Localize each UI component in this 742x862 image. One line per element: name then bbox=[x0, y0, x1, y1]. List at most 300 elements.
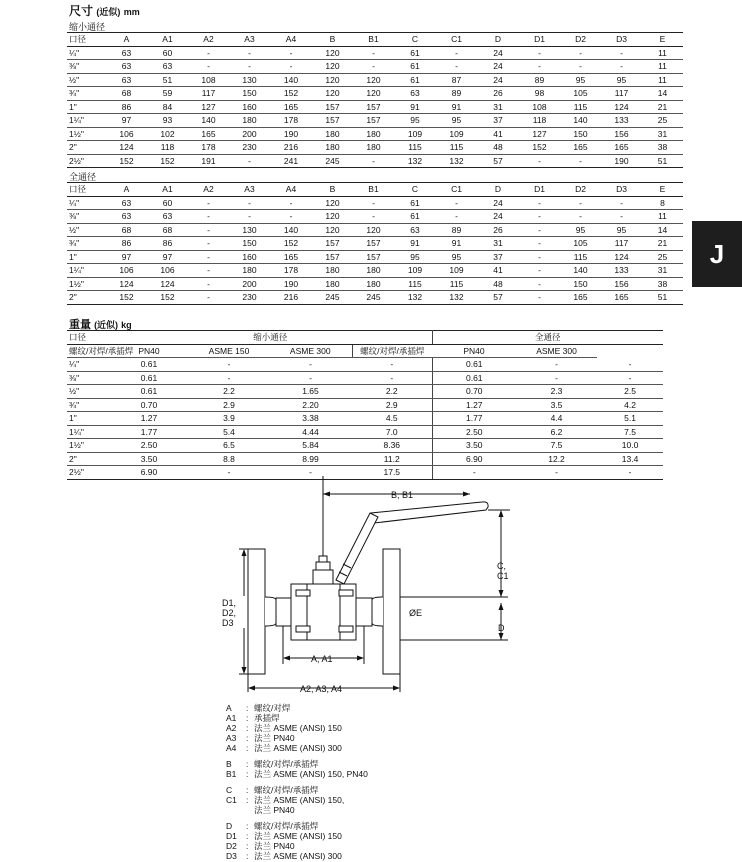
legend-sep: : bbox=[246, 785, 249, 795]
table-cell: 0.61 bbox=[109, 371, 189, 385]
table-cell: 157 bbox=[312, 114, 353, 128]
row-size: 1½" bbox=[67, 127, 106, 141]
left-flange bbox=[248, 549, 265, 674]
table-cell: 180 bbox=[312, 141, 353, 155]
table-cell: 118 bbox=[519, 114, 560, 128]
table-cell: - bbox=[353, 46, 394, 60]
table-cell: 7.5 bbox=[597, 425, 663, 439]
table-cell: 95 bbox=[601, 73, 642, 87]
table-cell: 120 bbox=[312, 60, 353, 74]
row-size: 1" bbox=[67, 100, 106, 114]
column-header: D3 bbox=[601, 33, 642, 47]
table-cell: 106 bbox=[106, 264, 147, 278]
legend-key: D bbox=[226, 821, 233, 831]
column-header: B1 bbox=[353, 33, 394, 47]
row-size: ½" bbox=[67, 73, 106, 87]
table-cell: 120 bbox=[312, 87, 353, 101]
table-cell: 63 bbox=[106, 210, 147, 224]
table-cell: 91 bbox=[394, 237, 436, 251]
table-cell: 11 bbox=[642, 210, 683, 224]
table-cell: 41 bbox=[477, 264, 519, 278]
table-cell: 1.27 bbox=[432, 398, 516, 412]
table-cell: - bbox=[601, 210, 642, 224]
column-header: 口径 bbox=[67, 33, 106, 47]
table-cell: - bbox=[188, 250, 229, 264]
column-header: E bbox=[642, 183, 683, 197]
column-header: A4 bbox=[270, 33, 312, 47]
table-cell: 127 bbox=[519, 127, 560, 141]
table-cell: 180 bbox=[353, 141, 394, 155]
row-size: 1½" bbox=[67, 439, 109, 453]
table-cell: - bbox=[519, 264, 560, 278]
table-cell: 86 bbox=[106, 100, 147, 114]
table-cell: - bbox=[189, 466, 269, 480]
table-cell: 132 bbox=[436, 154, 477, 168]
table-cell: 24 bbox=[477, 60, 519, 74]
table-cell: 0.70 bbox=[432, 385, 516, 399]
table-cell: 61 bbox=[394, 60, 436, 74]
table-cell: 140 bbox=[188, 114, 229, 128]
table-cell: 3.50 bbox=[432, 439, 516, 453]
legend-text: 法兰 ASME (ANSI) 300 bbox=[254, 851, 342, 861]
table-cell: - bbox=[269, 371, 352, 385]
legend-text: 法兰 PN40 bbox=[254, 841, 295, 851]
legend-key: D2 bbox=[226, 841, 237, 851]
legend bbox=[226, 703, 368, 861]
weights-subheader: PN40 bbox=[109, 344, 189, 358]
table-cell: 157 bbox=[353, 237, 394, 251]
table-cell: 152 bbox=[519, 141, 560, 155]
table-cell: 25 bbox=[642, 114, 683, 128]
table-cell: 95 bbox=[601, 223, 642, 237]
table-cell: - bbox=[519, 154, 560, 168]
table-cell: 115 bbox=[394, 141, 436, 155]
table-cell: 156 bbox=[601, 277, 642, 291]
table-cell: 160 bbox=[229, 100, 270, 114]
table-cell: 124 bbox=[601, 250, 642, 264]
column-header: C1 bbox=[436, 33, 477, 47]
table-cell: - bbox=[436, 210, 477, 224]
table-cell: 98 bbox=[519, 87, 560, 101]
table-cell: 1.65 bbox=[269, 385, 352, 399]
table-cell: 200 bbox=[229, 127, 270, 141]
row-size: 1¼" bbox=[67, 264, 106, 278]
table-cell: 60 bbox=[147, 46, 188, 60]
legend-key: B1 bbox=[226, 769, 237, 779]
table-cell: 89 bbox=[436, 223, 477, 237]
legend-sep: : bbox=[246, 743, 249, 753]
table-cell: - bbox=[188, 196, 229, 210]
column-header: E bbox=[642, 33, 683, 47]
column-header: D3 bbox=[601, 183, 642, 197]
table-cell: - bbox=[188, 237, 229, 251]
table-cell: 180 bbox=[312, 264, 353, 278]
column-header: D1 bbox=[519, 33, 560, 47]
table-cell: 1.77 bbox=[432, 412, 516, 426]
legend-key: B bbox=[226, 759, 232, 769]
table-cell: 178 bbox=[270, 264, 312, 278]
legend-text: 承插焊 bbox=[254, 713, 280, 723]
legend-sep: : bbox=[246, 759, 249, 769]
table-cell: 152 bbox=[147, 291, 188, 305]
weights-subheader: 螺纹/对焊/承插焊 bbox=[69, 345, 134, 356]
table-cell: 165 bbox=[601, 291, 642, 305]
table-cell: - bbox=[519, 196, 560, 210]
table-cell: 152 bbox=[106, 154, 147, 168]
table-cell: - bbox=[229, 210, 270, 224]
table-cell: 152 bbox=[147, 154, 188, 168]
legend-sep: : bbox=[246, 703, 249, 713]
table-cell: 21 bbox=[642, 100, 683, 114]
legend-key: D1 bbox=[226, 831, 237, 841]
table-cell: 91 bbox=[436, 100, 477, 114]
table-cell: - bbox=[188, 210, 229, 224]
table-cell: 51 bbox=[642, 154, 683, 168]
table-cell: 2.9 bbox=[352, 398, 432, 412]
table-cell: 157 bbox=[312, 250, 353, 264]
table-cell: 2.50 bbox=[432, 425, 516, 439]
table-cell: 165 bbox=[270, 100, 312, 114]
table-cell: 157 bbox=[353, 114, 394, 128]
table-cell: 97 bbox=[106, 114, 147, 128]
table-cell: - bbox=[436, 60, 477, 74]
legend-sep: : bbox=[246, 841, 249, 851]
table-cell: 105 bbox=[560, 87, 601, 101]
legend-item bbox=[226, 821, 368, 831]
table-cell: 59 bbox=[147, 87, 188, 101]
row-size: 2" bbox=[67, 452, 109, 466]
table-cell: 13.4 bbox=[597, 452, 663, 466]
table-cell: 89 bbox=[436, 87, 477, 101]
table-cell: 108 bbox=[519, 100, 560, 114]
table-cell: 152 bbox=[106, 291, 147, 305]
weights-title: 重量 (近似) kg bbox=[69, 319, 132, 331]
column-header: A1 bbox=[147, 33, 188, 47]
table-cell: 120 bbox=[312, 196, 353, 210]
table-cell: - bbox=[229, 154, 270, 168]
row-size: 1" bbox=[67, 250, 106, 264]
table-cell: - bbox=[519, 46, 560, 60]
legend-key: D3 bbox=[226, 851, 237, 861]
weights-subheader: 螺纹/对焊/承插焊 bbox=[352, 344, 432, 358]
table-cell: 0.61 bbox=[109, 358, 189, 372]
table-cell: 140 bbox=[270, 73, 312, 87]
legend-item bbox=[226, 723, 368, 733]
row-size: 1¼" bbox=[67, 114, 106, 128]
table-cell: 165 bbox=[601, 141, 642, 155]
table-cell: 95 bbox=[436, 114, 477, 128]
table-cell: 165 bbox=[560, 291, 601, 305]
section-tab: J bbox=[692, 221, 742, 287]
legend-sep: : bbox=[246, 831, 249, 841]
table-cell: 6.2 bbox=[516, 425, 597, 439]
table-cell: - bbox=[188, 264, 229, 278]
table-cell: 109 bbox=[436, 127, 477, 141]
table-cell: 180 bbox=[229, 114, 270, 128]
legend-text: 法兰 PN40 bbox=[254, 733, 295, 743]
table-cell: - bbox=[270, 46, 312, 60]
table-cell: 63 bbox=[147, 60, 188, 74]
legend-item bbox=[226, 785, 368, 795]
label-c1: C1 bbox=[497, 571, 509, 581]
column-header: D2 bbox=[560, 183, 601, 197]
legend-text: 螺纹/对焊/承插焊 bbox=[254, 785, 319, 795]
table-cell: 31 bbox=[477, 100, 519, 114]
table-cell: 127 bbox=[188, 100, 229, 114]
column-header: D bbox=[477, 183, 519, 197]
legend-key: A3 bbox=[226, 733, 237, 743]
table-cell: 117 bbox=[601, 87, 642, 101]
table-cell: - bbox=[560, 46, 601, 60]
table-cell: 115 bbox=[394, 277, 436, 291]
weights-subheader: ASME 150 bbox=[189, 344, 269, 358]
table-cell: - bbox=[560, 60, 601, 74]
table-cell: 91 bbox=[394, 100, 436, 114]
table-cell: - bbox=[432, 466, 516, 480]
table-cell: 63 bbox=[394, 223, 436, 237]
table-cell: 230 bbox=[229, 141, 270, 155]
table-cell: - bbox=[519, 237, 560, 251]
legend-text: 法兰 PN40 bbox=[254, 805, 295, 815]
table-cell: 190 bbox=[601, 154, 642, 168]
legend-text: 法兰 ASME (ANSI) 300 bbox=[254, 743, 342, 753]
table-cell: - bbox=[229, 196, 270, 210]
legend-sep: : bbox=[246, 795, 249, 805]
legend-key: C bbox=[226, 785, 233, 795]
row-size: ¾" bbox=[67, 87, 106, 101]
table-cell: 0.61 bbox=[432, 371, 516, 385]
column-header: A1 bbox=[147, 183, 188, 197]
column-header: A3 bbox=[229, 33, 270, 47]
table-cell: 91 bbox=[436, 237, 477, 251]
table-cell: 117 bbox=[188, 87, 229, 101]
table-cell: 41 bbox=[477, 127, 519, 141]
label-d: D bbox=[498, 623, 505, 633]
legend-sep: : bbox=[246, 769, 249, 779]
table-cell: 95 bbox=[436, 250, 477, 264]
table-cell: 93 bbox=[147, 114, 188, 128]
table-cell: 5.1 bbox=[597, 412, 663, 426]
table-cell: 6.90 bbox=[432, 452, 516, 466]
table-cell: 1.27 bbox=[109, 412, 189, 426]
legend-key bbox=[226, 805, 246, 815]
table-cell: 132 bbox=[394, 154, 436, 168]
table-cell: 2.3 bbox=[516, 385, 597, 399]
table-cell: 180 bbox=[353, 127, 394, 141]
table-cell: 120 bbox=[353, 223, 394, 237]
table-cell: 51 bbox=[147, 73, 188, 87]
legend-key: A1 bbox=[226, 713, 237, 723]
legend-key: A bbox=[226, 703, 232, 713]
table-cell: 180 bbox=[312, 277, 353, 291]
row-size: ⅜" bbox=[67, 371, 109, 385]
table-cell: 106 bbox=[106, 127, 147, 141]
row-size: ¼" bbox=[67, 196, 106, 210]
legend-item bbox=[226, 743, 368, 753]
table-cell: 1.77 bbox=[109, 425, 189, 439]
column-header: B1 bbox=[353, 183, 394, 197]
legend-sep: : bbox=[246, 851, 249, 861]
table-cell: 63 bbox=[147, 210, 188, 224]
row-size: ⅜" bbox=[67, 210, 106, 224]
table-cell: 4.44 bbox=[269, 425, 352, 439]
table-cell: 140 bbox=[560, 264, 601, 278]
table-cell: 108 bbox=[188, 73, 229, 87]
table-cell: - bbox=[188, 223, 229, 237]
table-cell: - bbox=[519, 291, 560, 305]
table-cell: 95 bbox=[560, 73, 601, 87]
table-cell: 118 bbox=[147, 141, 188, 155]
table-cell: 2.9 bbox=[189, 398, 269, 412]
legend-text: 螺纹/对焊 bbox=[254, 703, 291, 713]
row-size: 1¼" bbox=[67, 425, 109, 439]
row-size: ¼" bbox=[67, 46, 106, 60]
table-cell: 130 bbox=[229, 223, 270, 237]
table-cell: - bbox=[601, 196, 642, 210]
table-cell: 3.9 bbox=[189, 412, 269, 426]
row-size: 2" bbox=[67, 291, 106, 305]
table-cell: 61 bbox=[394, 46, 436, 60]
label-b: B, B1 bbox=[391, 490, 414, 500]
table-cell: 11 bbox=[642, 73, 683, 87]
table-cell: 11 bbox=[642, 46, 683, 60]
table-cell: 150 bbox=[229, 237, 270, 251]
table-cell: - bbox=[516, 466, 597, 480]
column-header: A2 bbox=[188, 33, 229, 47]
table-cell: 26 bbox=[477, 223, 519, 237]
table-cell: 84 bbox=[147, 100, 188, 114]
table-cell: - bbox=[519, 277, 560, 291]
table-cell: 115 bbox=[436, 141, 477, 155]
table-cell: 11.2 bbox=[352, 452, 432, 466]
table-cell: - bbox=[516, 371, 597, 385]
legend-text: 法兰 ASME (ANSI) 150 bbox=[254, 723, 342, 733]
table-cell: 86 bbox=[106, 237, 147, 251]
table-cell: 4.4 bbox=[516, 412, 597, 426]
table-cell: - bbox=[188, 277, 229, 291]
legend-key: A2 bbox=[226, 723, 237, 733]
legend-item bbox=[226, 795, 368, 805]
table-cell: 3.38 bbox=[269, 412, 352, 426]
column-header: 口径 bbox=[67, 183, 106, 197]
column-header: B bbox=[312, 33, 353, 47]
legend-item bbox=[226, 703, 368, 713]
table-cell: 180 bbox=[229, 264, 270, 278]
table-cell: 63 bbox=[106, 196, 147, 210]
table-cell: - bbox=[560, 154, 601, 168]
column-header: C bbox=[394, 183, 436, 197]
table-cell: 157 bbox=[312, 237, 353, 251]
table-cell: 21 bbox=[642, 237, 683, 251]
table-cell: - bbox=[436, 196, 477, 210]
row-size: ¼" bbox=[67, 358, 109, 372]
table-cell: 3.50 bbox=[109, 452, 189, 466]
table-cell: 31 bbox=[642, 127, 683, 141]
label-d2: D2, bbox=[222, 608, 237, 618]
table-cell: - bbox=[270, 196, 312, 210]
table-cell: - bbox=[353, 210, 394, 224]
table-cell: 109 bbox=[394, 264, 436, 278]
column-header: A3 bbox=[229, 183, 270, 197]
table-cell: 245 bbox=[353, 291, 394, 305]
table-cell: 2.50 bbox=[109, 439, 189, 453]
table-cell: - bbox=[269, 358, 352, 372]
table-cell: 37 bbox=[477, 250, 519, 264]
table-cell: - bbox=[597, 358, 663, 372]
table-cell: 38 bbox=[642, 141, 683, 155]
legend-item bbox=[226, 713, 368, 723]
table-cell: 0.70 bbox=[109, 398, 189, 412]
table-cell: 133 bbox=[601, 264, 642, 278]
table-cell: 11 bbox=[642, 60, 683, 74]
table-cell: 95 bbox=[394, 250, 436, 264]
table-cell: 8.99 bbox=[269, 452, 352, 466]
table-cell: - bbox=[270, 60, 312, 74]
column-header: A4 bbox=[270, 183, 312, 197]
table-cell: 109 bbox=[436, 264, 477, 278]
table-cell: 38 bbox=[642, 277, 683, 291]
table-cell: 4.2 bbox=[597, 398, 663, 412]
table-cell: 57 bbox=[477, 154, 519, 168]
table-cell: 165 bbox=[188, 127, 229, 141]
table-cell: 140 bbox=[560, 114, 601, 128]
table-cell: - bbox=[597, 466, 663, 480]
table-cell: - bbox=[352, 358, 432, 372]
table-cell: 133 bbox=[601, 114, 642, 128]
legend-text: 法兰 ASME (ANSI) 150, bbox=[254, 795, 345, 805]
weights-subheader: PN40 bbox=[432, 344, 516, 358]
table-cell: 140 bbox=[270, 223, 312, 237]
table-cell: 86 bbox=[147, 237, 188, 251]
table-cell: 7.0 bbox=[352, 425, 432, 439]
table-cell: 152 bbox=[270, 237, 312, 251]
legend-sep: : bbox=[246, 713, 249, 723]
table-cell: 165 bbox=[560, 141, 601, 155]
table-cell: 178 bbox=[188, 141, 229, 155]
full-bore-label: 全通径 bbox=[69, 172, 97, 182]
table-cell: - bbox=[269, 466, 352, 480]
table-cell: 57 bbox=[477, 291, 519, 305]
table-cell: 150 bbox=[560, 277, 601, 291]
table-cell: 190 bbox=[270, 277, 312, 291]
legend-item bbox=[226, 841, 368, 851]
table-cell: 120 bbox=[312, 46, 353, 60]
table-cell: 157 bbox=[312, 100, 353, 114]
table-cell: - bbox=[519, 60, 560, 74]
table-cell: 63 bbox=[106, 60, 147, 74]
table-cell: 0.61 bbox=[432, 358, 516, 372]
table-cell: 3.5 bbox=[516, 398, 597, 412]
table-cell: 120 bbox=[353, 73, 394, 87]
column-header: D bbox=[477, 33, 519, 47]
row-size: 2½" bbox=[67, 466, 109, 480]
column-header: B bbox=[312, 183, 353, 197]
table-cell: 6.5 bbox=[189, 439, 269, 453]
table-cell: - bbox=[188, 60, 229, 74]
table-cell: 31 bbox=[642, 264, 683, 278]
legend-item bbox=[226, 831, 368, 841]
table-cell: 120 bbox=[312, 210, 353, 224]
table-cell: 106 bbox=[147, 264, 188, 278]
legend-sep: : bbox=[246, 733, 249, 743]
table-cell: 95 bbox=[560, 223, 601, 237]
table-cell: 190 bbox=[270, 127, 312, 141]
legend-item bbox=[226, 733, 368, 743]
table-cell: 63 bbox=[106, 73, 147, 87]
table-cell: - bbox=[601, 46, 642, 60]
table-cell: 8.8 bbox=[189, 452, 269, 466]
table-cell: 24 bbox=[477, 73, 519, 87]
